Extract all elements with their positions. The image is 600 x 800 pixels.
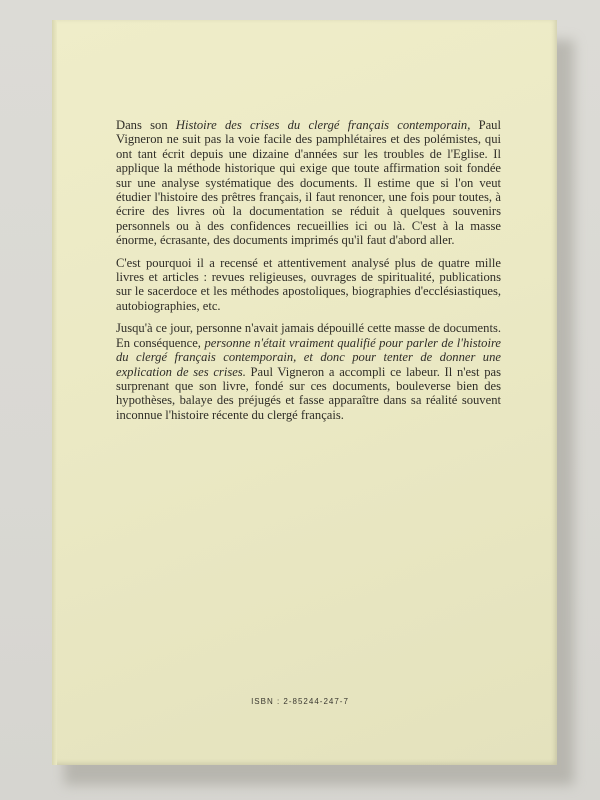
blurb-paragraph-3 (116, 321, 501, 422)
back-cover-blurb (116, 118, 501, 430)
blurb-p1-rest: Paul Vigneron ne suit pas la voie facile des pamphlétaires et des polémistes, qui ont tant écrit depuis une dizaine d'années sur les troubles de l'Eglise. Il applique la méthode historique qui exige que toute affirmation soit fondée sur une analyse systématique des documents. Il estime que si l'on veut étudier l'histoire des prêtres français, il faut renoncer, une fois pour toutes, à écrire des livres où la documentation se réduit à quelques souvenirs personnels ou à des confidences recueillies ici ou là. C'est à la masse énorme, écrasante, des documents imprimés qu'il faut d'abord aller. (116, 118, 501, 248)
blurb-p3-emphasis: personne n'était vraiment qualifié pour parler de l'histoire du clergé français contemporain, et donc pour tenter de donner une explication de ses crises. (116, 335, 501, 379)
blurb-paragraph-1 (116, 118, 501, 248)
blurb-paragraph-2: C'est pourquoi il a recensé et attentivement analysé plus de quatre mille livres et articles : revues religieuses, ouvrages de spiritualité, publications sur le sacerdoce et les méthodes apostoliques, biographies d'ecclésiastiques, autobiographies, etc. (116, 255, 501, 313)
book-spine-edge (52, 20, 57, 765)
book-title-italic: Histoire des crises du clergé français contemporain, (175, 118, 471, 132)
isbn-number: ISBN : 2-85244-247-7 (251, 697, 349, 706)
blurb-p1-intro: Dans son (116, 118, 176, 132)
blurb-p3-intro: Jusqu'à ce jour, personne n'avait jamais dépouillé cette masse de documents. En conséquence, (116, 321, 501, 350)
blurb-p3-rest: Paul Vigneron a accompli ce labeur. Il n'est pas surprenant que son livre, fondé sur ces documents, bouleverse bien des hypothèses, balaye des préjugés et fasse apparaître dans sa réalité souvent inconnue l'histoire récente du clergé français. (116, 364, 501, 422)
